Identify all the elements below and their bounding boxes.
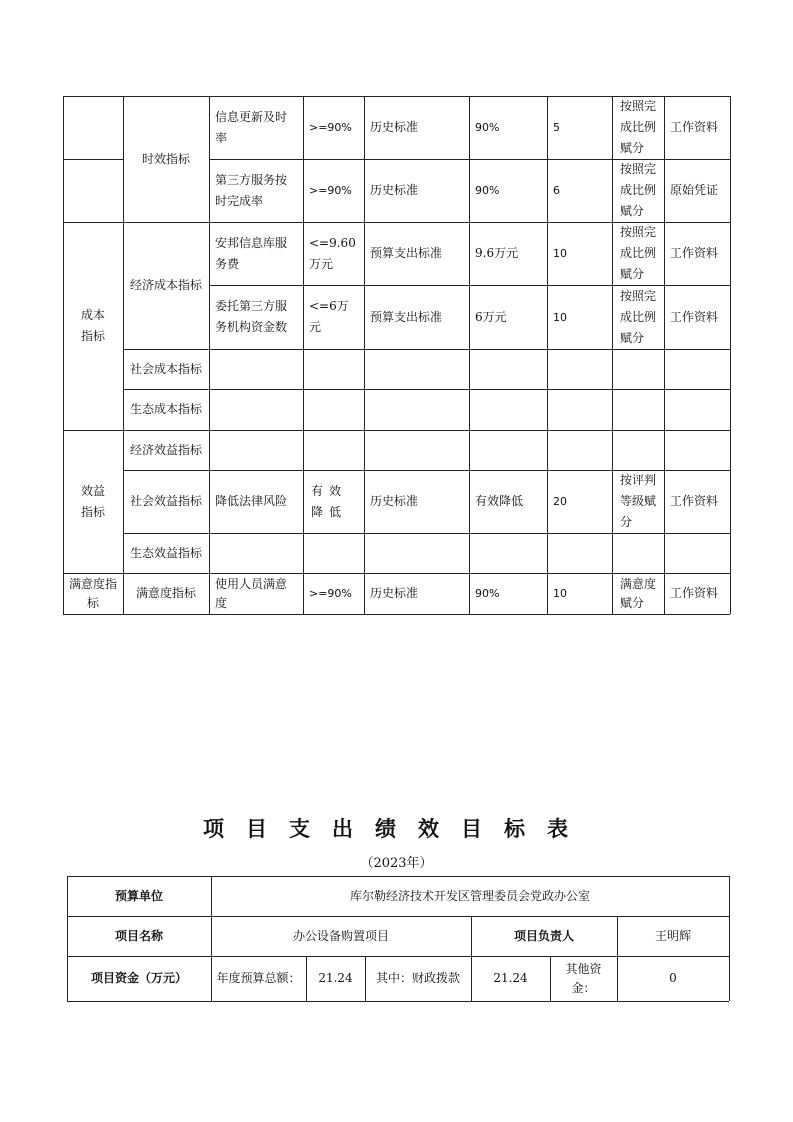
- table-cell-target: <=9.60万元: [309, 235, 356, 271]
- table-cell-weight: 10: [553, 310, 567, 324]
- social-cost-indicator-label: 社会成本指标: [129, 361, 202, 376]
- finance-allocation-value: 21.24: [493, 971, 528, 985]
- table-cell-value: 有效降低: [475, 494, 524, 508]
- project-name-label: 项目名称: [114, 928, 163, 943]
- ecological-cost-indicator-label: 生态成本指标: [129, 402, 202, 416]
- table-cell-target: <=6万元: [309, 299, 349, 334]
- page-subtitle: （2023年）: [360, 856, 433, 871]
- table-cell-source: 工作资料: [670, 586, 719, 600]
- satisfaction-indicator-label: 满意度指标: [68, 576, 117, 610]
- table-cell-standard: 历史标准: [370, 183, 419, 197]
- project-fund-label: 项目资金（万元）: [90, 971, 187, 985]
- economic-cost-indicator-label: 经济成本指标: [129, 278, 202, 292]
- table-cell-scoring: 按照完成比例赋分: [620, 225, 657, 281]
- table-cell-weight: 10: [553, 247, 567, 260]
- economic-benefit-indicator-label: 经济效益指标: [129, 442, 202, 457]
- table-cell-scoring: 按照完成比例赋分: [620, 99, 657, 155]
- table-cell-standard: 历史标准: [370, 586, 419, 600]
- table-cell-source: 工作资料: [670, 309, 719, 324]
- table-cell-name: 信息更新及时率: [215, 109, 288, 145]
- table-cell-value: 90%: [475, 587, 500, 600]
- table-cell-value: 90%: [475, 184, 500, 197]
- table-cell-name: 使用人员满意度: [215, 576, 288, 610]
- table-cell-target: >=90%: [309, 184, 352, 197]
- table-cell-target: 有效降低: [311, 483, 348, 519]
- budget-unit-value: 库尔勒经济技术开发区管理委员会党政办公室: [349, 888, 590, 903]
- table-cell-scoring: 按照完成比例赋分: [620, 162, 657, 218]
- project-owner-label: 项目负责人: [513, 928, 574, 943]
- table-cell-target: >=90%: [309, 121, 352, 134]
- table-cell-source: 工作资料: [670, 246, 719, 260]
- annual-budget-label: 年度预算总额：: [216, 971, 301, 985]
- table-cell-standard: 历史标准: [370, 494, 419, 508]
- project-owner-value: 王明辉: [654, 928, 691, 943]
- benefit-indicator-label: 效益指标: [80, 483, 105, 519]
- satisfaction-sub-indicator-label: 满意度指标: [135, 586, 196, 600]
- table-cell-standard: 历史标准: [370, 120, 419, 134]
- other-funds-value: 0: [669, 971, 677, 985]
- table-cell-name: 降低法律风险: [215, 494, 288, 508]
- table-cell-standard: 预算支出标准: [370, 309, 443, 324]
- social-benefit-indicator-label: 社会效益指标: [129, 494, 202, 508]
- table-cell-value: 90%: [475, 121, 500, 134]
- table-cell-weight: 5: [553, 121, 560, 134]
- table-cell-source: 工作资料: [670, 120, 719, 134]
- ecological-benefit-indicator-label: 生态效益指标: [129, 545, 202, 560]
- table-cell-scoring: 按评判等级赋分: [620, 473, 657, 529]
- project-name-value: 办公设备购置项目: [292, 928, 389, 943]
- table-cell-scoring: 按照完成比例赋分: [620, 288, 657, 345]
- finance-allocation-label: 其中：财政拨款: [375, 971, 460, 985]
- table-cell-target: >=90%: [309, 587, 352, 600]
- table-cell-scoring: 满意度赋分: [620, 576, 657, 610]
- table-cell-name: 委托第三方服务机构资金数: [215, 299, 288, 334]
- table-cell-value: 9.6万元: [475, 246, 519, 260]
- page-title: 项目支出绩效目标表: [203, 816, 590, 841]
- table-cell-weight: 20: [553, 495, 567, 508]
- table-cell-weight: 6: [553, 184, 560, 197]
- table-cell-name: 安邦信息库服务费: [215, 235, 288, 271]
- budget-unit-label: 预算单位: [114, 888, 163, 903]
- table-cell-name: 第三方服务按时完成率: [215, 172, 288, 208]
- table-cell-source: 工作资料: [670, 494, 719, 508]
- table-cell-weight: 10: [553, 587, 567, 600]
- other-funds-label: 其他资金：: [565, 961, 602, 995]
- cost-indicator-label: 成本指标: [80, 308, 105, 343]
- annual-budget-value: 21.24: [318, 971, 353, 985]
- table-cell-value: 6万元: [475, 309, 507, 324]
- table-cell-source: 原始凭证: [670, 183, 719, 197]
- table-cell-standard: 预算支出标准: [370, 246, 443, 260]
- timeliness-indicator-label: 时效指标: [141, 151, 190, 166]
